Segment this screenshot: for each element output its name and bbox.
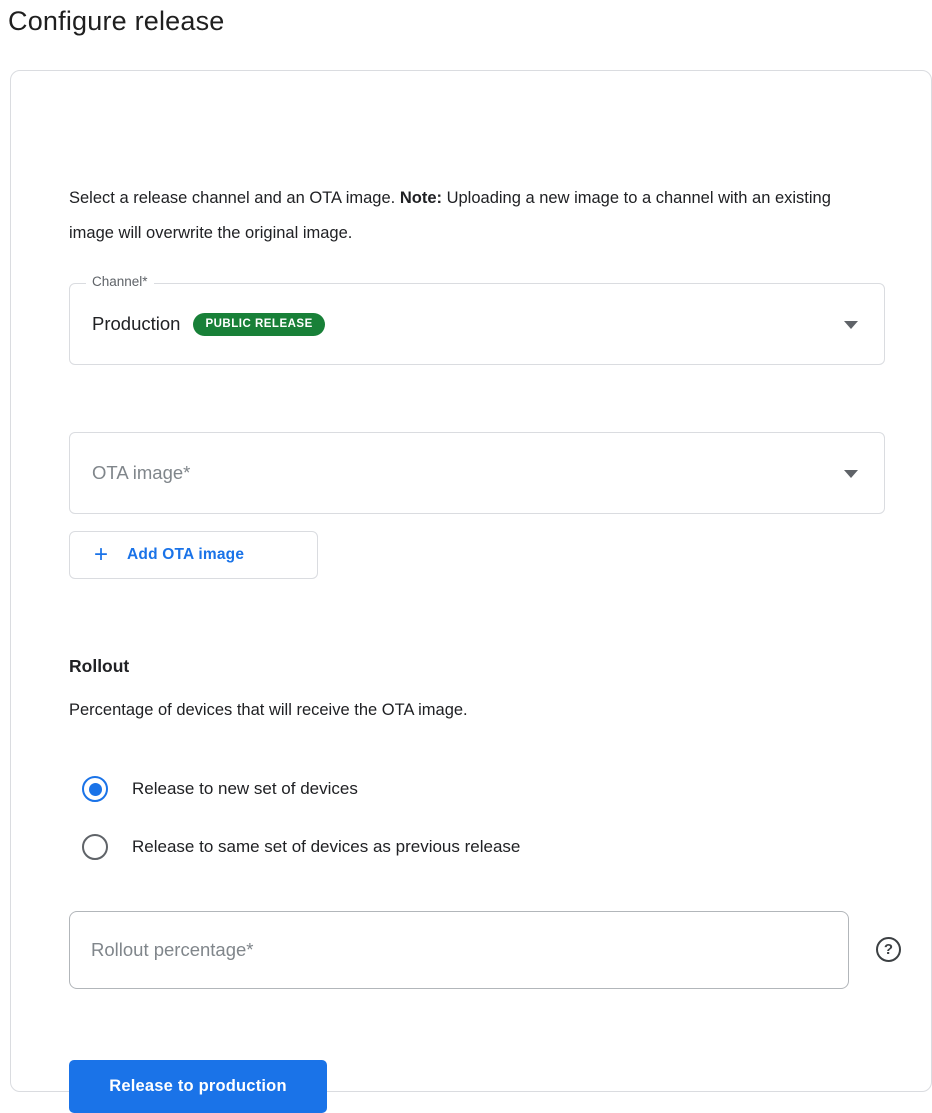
radio-selected-dot <box>89 783 102 796</box>
radio-button-icon[interactable] <box>82 776 108 802</box>
release-form-card <box>10 70 932 1095</box>
add-ota-image-button-label: Add OTA image <box>127 546 245 563</box>
public-release-badge: PUBLIC RELEASE <box>193 313 324 336</box>
arrow-drop-down-icon <box>844 321 858 329</box>
rollout-heading: Rollout <box>69 656 130 676</box>
channel-select[interactable] <box>69 274 885 365</box>
channel-select-value-row <box>92 284 325 364</box>
page-title: Configure release <box>8 6 225 36</box>
rollout-percentage-field-wrap <box>69 911 849 989</box>
ota-select-placeholder: OTA image* <box>92 462 191 483</box>
radio-release-new-devices[interactable] <box>82 776 358 802</box>
intro-text-before-note: Select a release channel and an OTA image. <box>69 189 400 207</box>
ota-image-select[interactable] <box>69 432 885 514</box>
radio-release-new-devices-label[interactable]: Release to new set of devices <box>132 779 358 798</box>
intro-note-label: Note: <box>399 189 442 207</box>
add-ota-image-button[interactable] <box>69 531 318 579</box>
plus-icon: + <box>94 541 109 568</box>
ota-select-value-row <box>92 433 190 513</box>
release-to-production-button[interactable]: Release to production <box>69 1060 327 1113</box>
arrow-drop-down-icon <box>844 470 858 478</box>
intro-text <box>69 181 874 251</box>
intro-text-after-note: Uploading a new image to a channel with an existing image will overwrite the original image. <box>69 189 831 242</box>
radio-release-same-devices[interactable] <box>82 834 520 860</box>
channel-select-value: Production <box>92 313 181 334</box>
rollout-percentage-input[interactable] <box>69 911 849 989</box>
channel-select-label: Channel* <box>86 274 154 289</box>
help-icon[interactable]: ? <box>876 937 901 962</box>
rollout-description: Percentage of devices that will receive the OTA image. <box>69 701 468 719</box>
radio-release-same-devices-label[interactable]: Release to same set of devices as previous release <box>132 837 521 856</box>
radio-button-icon[interactable] <box>82 834 108 860</box>
